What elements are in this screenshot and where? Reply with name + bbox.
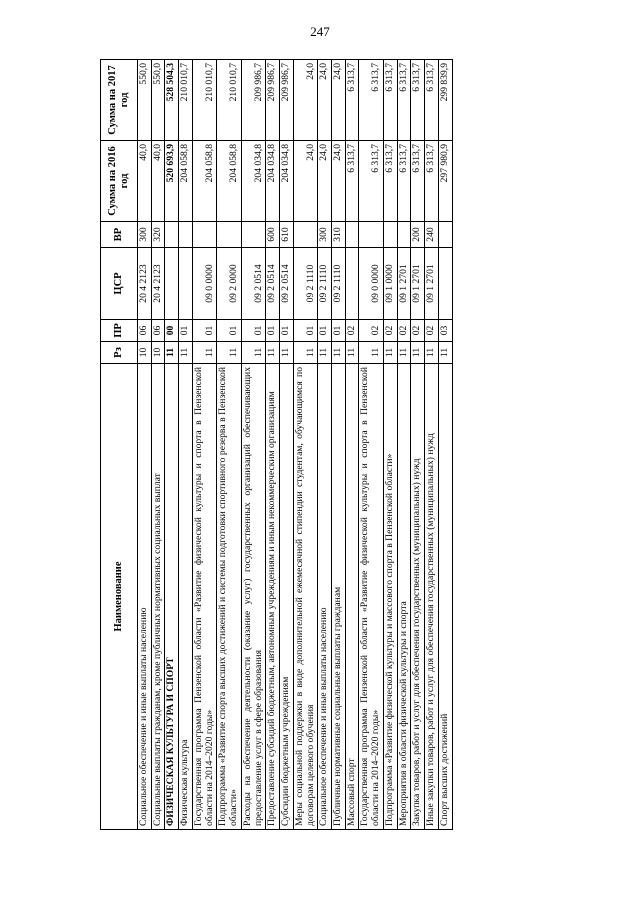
table-row <box>318 60 332 830</box>
cell-name: Подпрограмма «Развитие спорта высших достижений и системы подготовки спортивного резерва в Пензенской области» <box>217 364 241 830</box>
cell-pr: 01 <box>332 320 346 342</box>
table-row <box>217 60 241 830</box>
cell-sum-2017: 6 313,7 <box>397 60 411 141</box>
cell-rz: 11 <box>293 342 317 364</box>
cell-pr: 01 <box>318 320 332 342</box>
cell-sum-2016: 6 313,7 <box>345 141 359 222</box>
cell-rz: 11 <box>241 342 265 364</box>
cell-rz: 11 <box>318 342 332 364</box>
cell-vr <box>165 222 179 248</box>
header-sum-2016: Сумма на 2016 год <box>101 141 138 222</box>
cell-csr: 09 2 0514 <box>266 248 280 320</box>
cell-vr: 200 <box>411 222 425 248</box>
header-csr: ЦСР <box>101 248 138 320</box>
cell-rz: 10 <box>151 342 165 364</box>
cell-sum-2016: 520 693,9 <box>165 141 179 222</box>
table-row <box>192 60 216 830</box>
cell-rz: 11 <box>332 342 346 364</box>
cell-sum-2016: 40,0 <box>151 141 165 222</box>
cell-vr: 600 <box>266 222 280 248</box>
cell-sum-2016: 6 313,7 <box>425 141 439 222</box>
cell-pr: 01 <box>280 320 294 342</box>
cell-pr: 02 <box>397 320 411 342</box>
cell-csr: 09 1 2701 <box>411 248 425 320</box>
cell-sum-2016: 204 034,8 <box>280 141 294 222</box>
cell-rz: 11 <box>217 342 241 364</box>
cell-name: Меры социальной поддержки в виде дополнительной ежемесячной стипендии студентам, обучающимся по договорам целевого обучения <box>293 364 317 830</box>
cell-name: Закупка товаров, работ и услуг для обеспечения государственных (муниципальных) нужд <box>411 364 425 830</box>
cell-pr: 06 <box>151 320 165 342</box>
cell-pr: 02 <box>425 320 439 342</box>
cell-pr: 01 <box>293 320 317 342</box>
table-row <box>438 60 452 830</box>
cell-csr <box>179 248 193 320</box>
cell-name: Субсидии бюджетным учреждениям <box>280 364 294 830</box>
cell-name: Расходы на обеспечение деятельности (оказание услуг) государственных организаций обеспечивающих предоставление услуг в сфере образования <box>241 364 265 830</box>
cell-sum-2016: 204 034,8 <box>241 141 265 222</box>
cell-sum-2017: 210 010,7 <box>179 60 193 141</box>
cell-sum-2017: 24,0 <box>332 60 346 141</box>
cell-sum-2017: 528 504,3 <box>165 60 179 141</box>
cell-vr <box>217 222 241 248</box>
cell-vr <box>241 222 265 248</box>
cell-vr: 240 <box>425 222 439 248</box>
table-row <box>411 60 425 830</box>
cell-rz: 11 <box>345 342 359 364</box>
header-sum-2017: Сумма на 2017 год <box>101 60 138 141</box>
cell-sum-2017: 6 313,7 <box>345 60 359 141</box>
cell-sum-2017: 6 313,7 <box>359 60 383 141</box>
cell-csr: 09 0 0000 <box>359 248 383 320</box>
cell-sum-2016: 40,0 <box>138 141 152 222</box>
cell-csr: 09 2 0514 <box>241 248 265 320</box>
table-row <box>151 60 165 830</box>
table-body <box>138 60 453 830</box>
cell-vr <box>179 222 193 248</box>
table-row <box>332 60 346 830</box>
cell-csr: 09 1 2701 <box>397 248 411 320</box>
cell-sum-2016: 204 058,8 <box>179 141 193 222</box>
cell-pr: 00 <box>165 320 179 342</box>
cell-vr: 300 <box>318 222 332 248</box>
cell-csr: 20 4 2123 <box>151 248 165 320</box>
cell-csr: 20 4 2123 <box>138 248 152 320</box>
cell-sum-2017: 24,0 <box>293 60 317 141</box>
cell-csr <box>438 248 452 320</box>
budget-table <box>100 59 453 830</box>
cell-name: Предоставление субсидий бюджетным, автономным учреждениям и иным некоммерческим организациям <box>266 364 280 830</box>
cell-name: Мероприятия в области физической культуры и спорта <box>397 364 411 830</box>
cell-sum-2016: 297 980,9 <box>438 141 452 222</box>
cell-csr: 09 2 1110 <box>293 248 317 320</box>
table-row <box>359 60 383 830</box>
cell-name: Государственная программа Пензенской области «Развитие физической культуры и спорта в Пензенской области на 2014–2020 годы» <box>192 364 216 830</box>
cell-sum-2016: 6 313,7 <box>383 141 397 222</box>
cell-vr <box>192 222 216 248</box>
table-row <box>165 60 179 830</box>
cell-sum-2017: 550,0 <box>138 60 152 141</box>
cell-name: Государственная программа Пензенской области «Развитие физической культуры и спорта в Пензенской области на 2014–2020 годы» <box>359 364 383 830</box>
table-row <box>266 60 280 830</box>
cell-sum-2016: 6 313,7 <box>397 141 411 222</box>
cell-sum-2017: 209 986,7 <box>280 60 294 141</box>
table-row <box>425 60 439 830</box>
table-row <box>293 60 317 830</box>
header-pr: ПР <box>101 320 138 342</box>
cell-sum-2017: 210 010,7 <box>217 60 241 141</box>
table-header <box>101 60 138 830</box>
cell-sum-2017: 299 839,9 <box>438 60 452 141</box>
cell-pr: 01 <box>217 320 241 342</box>
cell-sum-2016: 24,0 <box>293 141 317 222</box>
header-name: Наименование <box>101 364 138 830</box>
cell-vr: 300 <box>138 222 152 248</box>
rotated-table-container <box>100 60 530 830</box>
cell-rz: 11 <box>425 342 439 364</box>
cell-sum-2017: 6 313,7 <box>425 60 439 141</box>
cell-sum-2016: 24,0 <box>318 141 332 222</box>
cell-name: Социальное обеспечение и иные выплаты населению <box>138 364 152 830</box>
cell-name: Публичные нормативные социальные выплаты гражданам <box>332 364 346 830</box>
table-row <box>397 60 411 830</box>
cell-sum-2017: 209 986,7 <box>241 60 265 141</box>
cell-sum-2016: 6 313,7 <box>411 141 425 222</box>
cell-sum-2016: 204 058,8 <box>217 141 241 222</box>
cell-vr <box>293 222 317 248</box>
cell-csr: 09 0 0000 <box>192 248 216 320</box>
cell-rz: 11 <box>179 342 193 364</box>
cell-name: Иные закупки товаров, работ и услуг для обеспечения государственных (муниципальных) нужд <box>425 364 439 830</box>
cell-pr: 01 <box>266 320 280 342</box>
cell-csr: 09 2 0000 <box>217 248 241 320</box>
cell-pr: 02 <box>383 320 397 342</box>
header-vr: ВР <box>101 222 138 248</box>
cell-csr: 09 1 2701 <box>425 248 439 320</box>
cell-vr <box>383 222 397 248</box>
table-row <box>138 60 152 830</box>
cell-rz: 11 <box>411 342 425 364</box>
cell-name: Массовый спорт <box>345 364 359 830</box>
cell-sum-2017: 209 986,7 <box>266 60 280 141</box>
cell-pr: 06 <box>138 320 152 342</box>
table-row <box>345 60 359 830</box>
header-rz: Рз <box>101 342 138 364</box>
cell-rz: 11 <box>165 342 179 364</box>
cell-name: Спорт высших достижений <box>438 364 452 830</box>
cell-pr: 03 <box>438 320 452 342</box>
table-row <box>179 60 193 830</box>
cell-rz: 11 <box>280 342 294 364</box>
cell-rz: 11 <box>359 342 383 364</box>
cell-vr: 310 <box>332 222 346 248</box>
cell-vr: 610 <box>280 222 294 248</box>
cell-pr: 02 <box>411 320 425 342</box>
cell-name: Социальные выплаты гражданам, кроме публичных нормативных социальных выплат <box>151 364 165 830</box>
cell-rz: 11 <box>266 342 280 364</box>
cell-sum-2017: 24,0 <box>318 60 332 141</box>
cell-vr <box>397 222 411 248</box>
cell-rz: 11 <box>397 342 411 364</box>
cell-csr: 09 2 1110 <box>332 248 346 320</box>
cell-name: ФИЗИЧЕСКАЯ КУЛЬТУРА И СПОРТ <box>165 364 179 830</box>
cell-name: Физическая культура <box>179 364 193 830</box>
cell-sum-2017: 210 010,7 <box>192 60 216 141</box>
cell-name: Подпрограмма «Развитие физической культуры и массового спорта в Пензенской области» <box>383 364 397 830</box>
table-row <box>280 60 294 830</box>
cell-csr <box>165 248 179 320</box>
cell-sum-2017: 6 313,7 <box>383 60 397 141</box>
cell-rz: 11 <box>192 342 216 364</box>
cell-vr <box>438 222 452 248</box>
cell-sum-2017: 6 313,7 <box>411 60 425 141</box>
cell-rz: 11 <box>383 342 397 364</box>
cell-pr: 02 <box>359 320 383 342</box>
cell-vr <box>345 222 359 248</box>
table-row <box>383 60 397 830</box>
table-row <box>241 60 265 830</box>
cell-sum-2016: 24,0 <box>332 141 346 222</box>
cell-csr: 09 1 0000 <box>383 248 397 320</box>
cell-pr: 02 <box>345 320 359 342</box>
cell-sum-2016: 204 058,8 <box>192 141 216 222</box>
cell-name: Социальное обеспечение и иные выплаты населению <box>318 364 332 830</box>
cell-sum-2017: 550,0 <box>151 60 165 141</box>
cell-sum-2016: 6 313,7 <box>359 141 383 222</box>
cell-rz: 11 <box>438 342 452 364</box>
cell-pr: 01 <box>179 320 193 342</box>
cell-csr: 09 2 0514 <box>280 248 294 320</box>
cell-csr <box>345 248 359 320</box>
cell-vr <box>359 222 383 248</box>
cell-vr: 320 <box>151 222 165 248</box>
cell-rz: 10 <box>138 342 152 364</box>
page-number: 247 <box>310 24 330 39</box>
cell-pr: 01 <box>241 320 265 342</box>
cell-csr: 09 2 1110 <box>318 248 332 320</box>
cell-sum-2016: 204 034,8 <box>266 141 280 222</box>
cell-pr: 01 <box>192 320 216 342</box>
